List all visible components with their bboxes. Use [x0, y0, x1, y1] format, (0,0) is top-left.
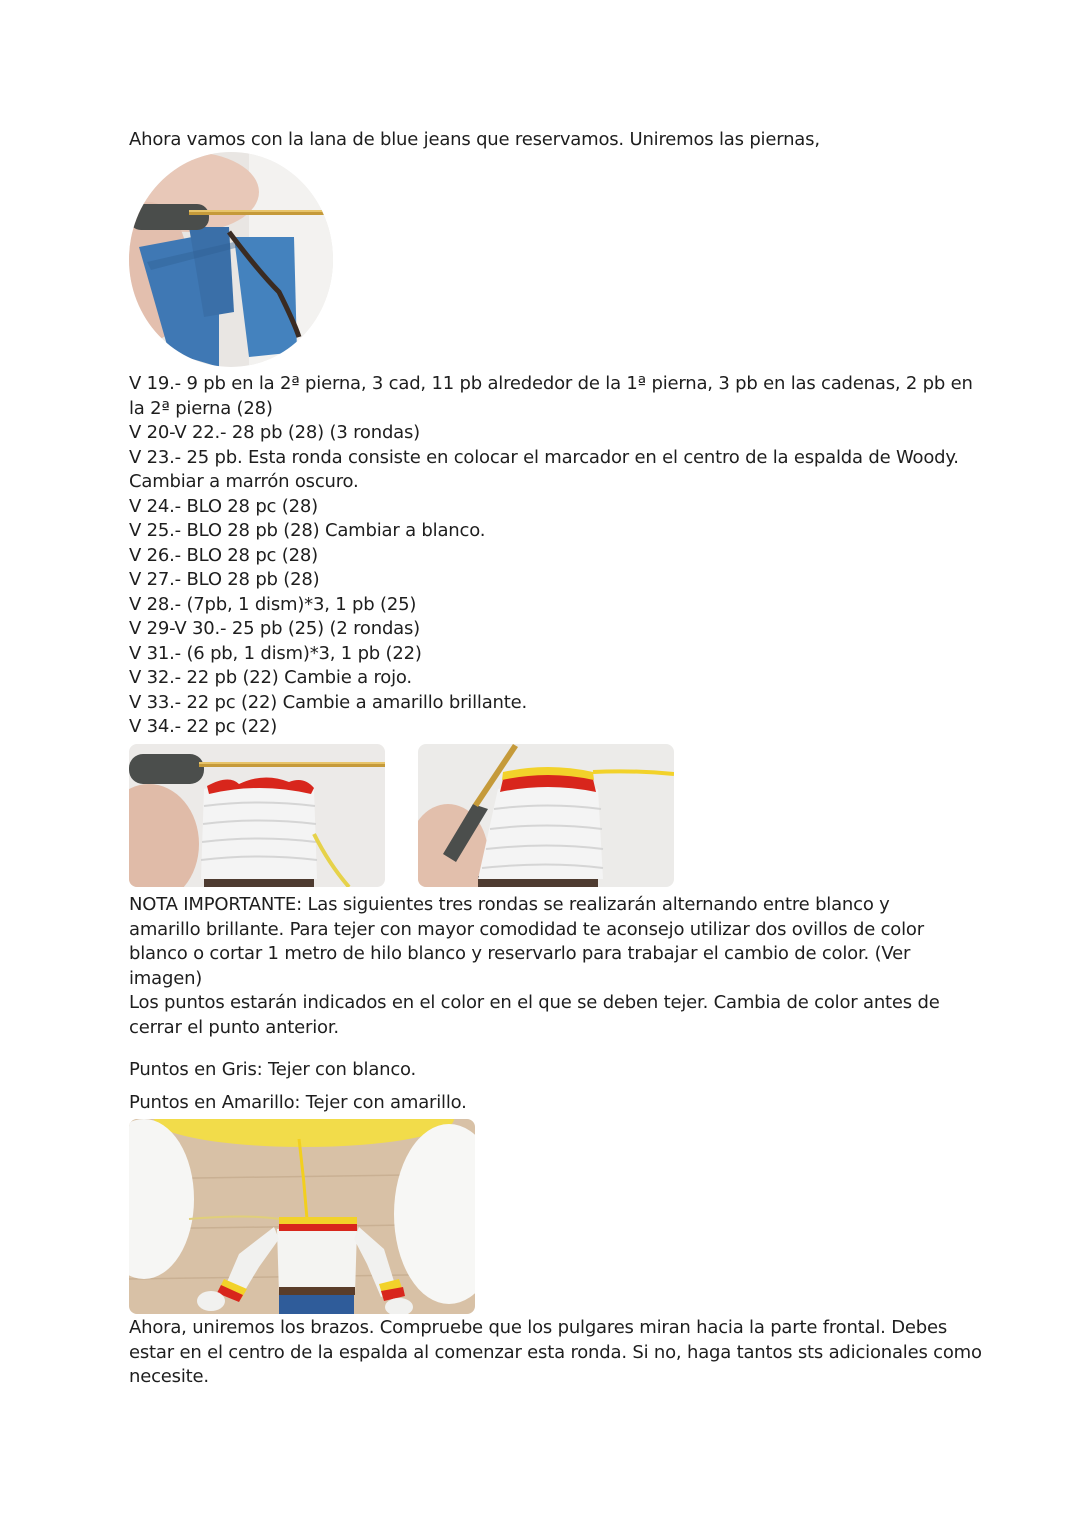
round-line: V 34.- 22 pc (22): [129, 716, 278, 737]
round-line: V 25.- BLO 28 pb (28) Cambiar a blanco.: [129, 520, 486, 541]
photo-yellow-round: [418, 744, 674, 887]
round-line: V 20-V 22.- 28 pb (28) (3 rondas): [129, 422, 421, 443]
outro-text: [129, 1316, 982, 1390]
round-line: V 23.- 25 pb. Esta ronda consiste en colocar el marcador en el centro de la espalda de Woody.: [129, 446, 959, 468]
note-line: blanco o cortar 1 metro de hilo blanco y reservarlo para trabajar el cambio de color. (Ver: [129, 943, 911, 964]
round-line: V 19.- 9 pb en la 2ª pierna, 3 cad, 11 pb alrededor de la 1ª pierna, 3 pb en las cadenas, 2 pb en: [129, 373, 973, 394]
outro-line: necesite.: [129, 1366, 209, 1387]
round-line: V 31.- (6 pb, 1 dism)*3, 1 pb (22): [129, 642, 422, 664]
legend-gray: Puntos en Gris: Tejer con blanco.: [129, 1059, 417, 1080]
round-line: V 24.- BLO 28 pc (28): [129, 495, 318, 517]
round-line: Cambiar a marrón oscuro.: [129, 471, 359, 492]
legend-yellow: Puntos en Amarillo: Tejer con amarillo.: [129, 1092, 467, 1113]
photo-legs-joining: [129, 152, 333, 367]
note-line: NOTA IMPORTANTE: Las siguientes tres rondas se realizarán alternando entre blanco y: [129, 894, 890, 915]
photo-red-round: [129, 744, 385, 887]
note-line: imagen): [129, 967, 203, 989]
note-line: cerrar el punto anterior.: [129, 1016, 339, 1038]
round-line: V 33.- 22 pc (22) Cambie a amarillo brillante.: [129, 691, 527, 713]
round-line: la 2ª pierna (28): [129, 397, 273, 419]
round-line: V 32.- 22 pb (22) Cambie a rojo.: [129, 667, 412, 688]
round-line: V 29-V 30.- 25 pb (25) (2 rondas): [129, 618, 421, 639]
note-line: Los puntos estarán indicados en el color en el que se deben tejer. Cambia de color antes de: [129, 992, 940, 1013]
round-line: V 27.- BLO 28 pb (28): [129, 569, 320, 590]
round-line: V 28.- (7pb, 1 dism)*3, 1 pb (25): [129, 593, 417, 615]
outro-line: Ahora, uniremos los brazos. Compruebe que los pulgares miran hacia la parte frontal. Debes: [129, 1317, 948, 1338]
rounds-list: [129, 372, 973, 740]
important-note: [129, 893, 959, 1040]
intro-text: Ahora vamos con la lana de blue jeans que reservamos. Uniremos las piernas,: [129, 129, 820, 150]
note-line: amarillo brillante. Para tejer con mayor comodidad te aconsejo utilizar dos ovillos de color: [129, 918, 924, 940]
photo-arms-body: [129, 1119, 475, 1314]
round-line: V 26.- BLO 28 pc (28): [129, 544, 318, 566]
outro-line: estar en el centro de la espalda al comenzar esta ronda. Si no, haga tantos sts adicionales como: [129, 1341, 982, 1363]
